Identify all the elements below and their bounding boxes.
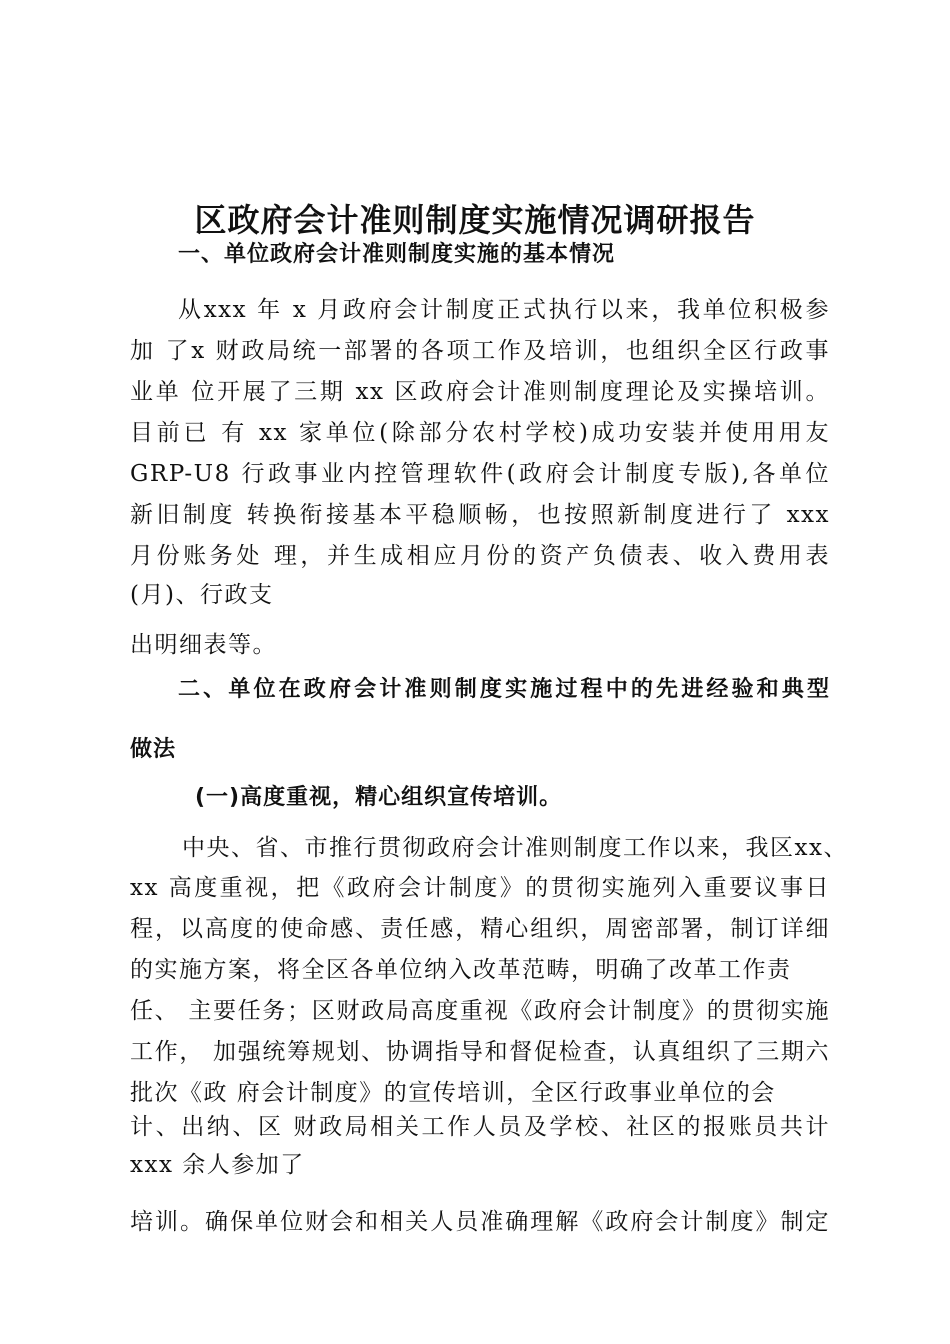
paragraph-line: xx 高度重视，把《政府会计制度》的贯彻实施列入重要议事日	[130, 875, 830, 901]
paragraph-line: 目前已 有 xx 家单位(除部分农村学校)成功安装并使用用友	[130, 420, 830, 446]
section-heading-continued: 做法	[130, 737, 177, 762]
paragraph-line: 工作， 加强统筹规划、协调指导和督促检查，认真组织了三期六	[130, 1039, 830, 1065]
paragraph-line: 中央、省、市推行贯彻政府会计准则制度工作以来，我区xx、	[182, 835, 848, 861]
paragraph-line: 新旧制度 转换衔接基本平稳顺畅，也按照新制度进行了 xxx	[130, 502, 830, 528]
paragraph-line: 从xxx 年 x 月政府会计制度正式执行以来，我单位积极参	[178, 297, 830, 323]
paragraph-line: 计、出纳、区 财政局相关工作人员及学校、社区的报账员共计	[130, 1114, 830, 1140]
paragraph-line: xxx 余人参加了	[130, 1152, 305, 1178]
paragraph-line: 批次《政 府会计制度》的宣传培训，全区行政事业单位的会	[130, 1080, 776, 1106]
section-heading: 二、单位在政府会计准则制度实施过程中的先进经验和典型	[178, 677, 830, 702]
paragraph-line: 程，以高度的使命感、责任感，精心组织，周密部署，制订详细	[130, 916, 830, 942]
paragraph-line: 培训。确保单位财会和相关人员准确理解《政府会计制度》制定	[130, 1209, 830, 1235]
document-title: 区政府会计准则制度实施情况调研报告	[194, 201, 756, 239]
subsection-heading: (一)高度重视，精心组织宣传培训。	[195, 785, 563, 810]
paragraph-line: 加 了x 财政局统一部署的各项工作及培训，也组织全区行政事	[130, 338, 830, 364]
paragraph-line: 的实施方案，将全区各单位纳入改革范畴，明确了改革工作责	[130, 957, 792, 983]
section-heading: 一、单位政府会计准则制度实施的基本情况	[178, 242, 616, 267]
paragraph-line: GRP-U8 行政事业内控管理软件(政府会计制度专版),各单位	[130, 461, 830, 487]
paragraph-line: (月)、行政支	[130, 582, 274, 608]
paragraph-line: 出明细表等。	[130, 632, 277, 658]
paragraph-line: 任、 主要任务；区财政局高度重视《政府会计制度》的贯彻实施	[130, 998, 830, 1024]
paragraph-line: 月份账务处 理，并生成相应月份的资产负债表、收入费用表	[130, 543, 830, 569]
paragraph-line: 业单 位开展了三期 xx 区政府会计准则制度理论及实操培训。	[130, 379, 830, 405]
